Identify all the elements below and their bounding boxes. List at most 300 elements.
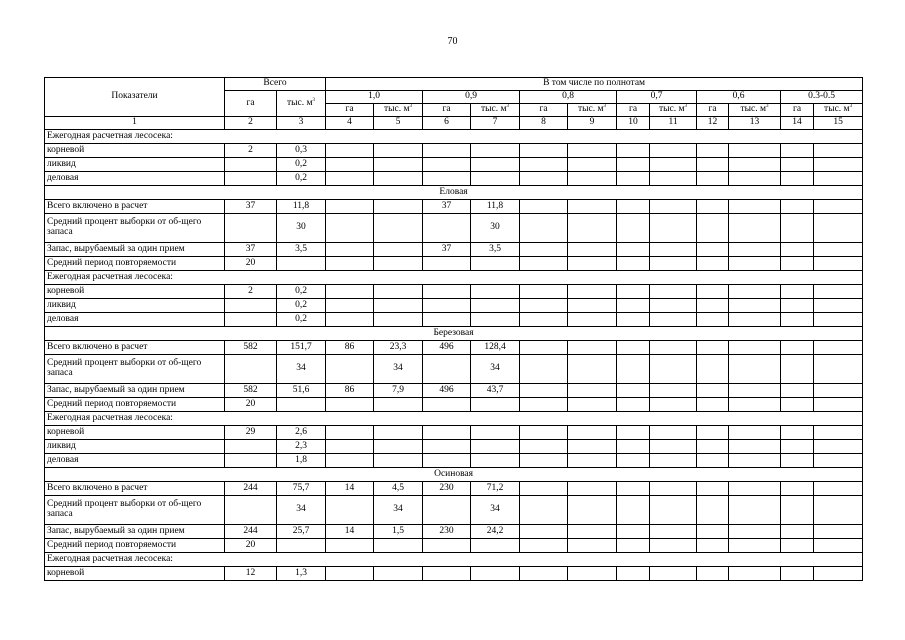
table-cell [277,257,326,271]
table-cell [814,454,863,468]
table-cell [423,398,471,412]
column-number: 4 [326,117,374,130]
table-cell [814,144,863,158]
table-cell: 0,2 [277,313,326,327]
table-cell [650,257,697,271]
table-cell [520,398,568,412]
table-cell [423,454,471,468]
table-cell [814,243,863,257]
table-cell [729,567,781,581]
row-label: Ежегодная расчетная лесосека: [45,130,863,144]
table-cell [697,158,729,172]
table-cell [697,454,729,468]
row-label: Средний период повторяемости [45,257,225,271]
table-cell [520,426,568,440]
table-cell [277,539,326,553]
table-cell [729,440,781,454]
row-label: корневой [45,144,225,158]
table-cell [617,398,650,412]
table-cell [650,440,697,454]
table-cell [225,299,277,313]
section-header-row [45,327,863,341]
table-cell [650,214,697,243]
table-cell [781,172,814,186]
table-cell [814,482,863,496]
table-cell [568,313,617,327]
table-cell: 34 [374,355,423,384]
table-cell [650,525,697,539]
table-row [45,496,863,525]
unit-superscript: 3 [312,97,316,103]
section-title: Березовая [45,327,863,341]
table-cell [471,539,520,553]
density-header: 0,9 [423,91,520,104]
table-row [45,313,863,327]
table-row [45,412,863,426]
table-cell: 25,7 [277,525,326,539]
row-label: ликвид [45,440,225,454]
table-cell: 12 [225,567,277,581]
table-cell [781,243,814,257]
table-cell: 0,2 [277,158,326,172]
table-cell [374,200,423,214]
row-label: Средний процент выборки от об-щего запаса [45,496,225,525]
table-cell [729,496,781,525]
table-cell [326,144,374,158]
table-cell [617,525,650,539]
unit-ha: га [697,104,729,117]
table-cell [697,567,729,581]
table-cell [374,214,423,243]
table-cell [781,200,814,214]
table-cell [568,454,617,468]
table-cell [225,214,277,243]
table-cell [326,567,374,581]
table-cell [650,355,697,384]
table-cell [650,454,697,468]
table-row [45,243,863,257]
table-cell [423,496,471,525]
unit-ha: га [326,104,374,117]
unit-ha: га [781,104,814,117]
table-cell [729,454,781,468]
table-cell [520,454,568,468]
table-cell [326,299,374,313]
table-cell [520,341,568,355]
section-title: Осиновая [45,468,863,482]
table-cell [814,426,863,440]
table-cell [650,285,697,299]
table-cell: 14 [326,525,374,539]
table-cell [814,341,863,355]
table-row [45,257,863,271]
table-cell [471,440,520,454]
row-label: Запас, вырубаемый за один прием [45,243,225,257]
table-cell [814,384,863,398]
row-label: деловая [45,172,225,186]
table-cell [568,172,617,186]
table-cell [781,454,814,468]
table-cell [326,454,374,468]
header-total: Всего [225,78,326,91]
table-cell [225,454,277,468]
unit-ha: га [520,104,568,117]
table-cell [617,158,650,172]
table-row [45,553,863,567]
column-number: 9 [568,117,617,130]
table-row [45,172,863,186]
header-indicators: Показатели [45,78,225,117]
table-cell [568,158,617,172]
table-cell [697,440,729,454]
table-cell [225,172,277,186]
table-cell [814,214,863,243]
table-cell [617,172,650,186]
table-cell: 37 [423,243,471,257]
table-cell [697,539,729,553]
table-cell: 86 [326,384,374,398]
table-cell [814,158,863,172]
table-cell [225,496,277,525]
table-cell [520,299,568,313]
table-cell [326,285,374,299]
table-row [45,299,863,313]
table-row [45,398,863,412]
table-cell: 29 [225,426,277,440]
unit-superscript: 3 [684,103,688,109]
table-row [45,384,863,398]
table-cell [650,482,697,496]
table-cell [697,341,729,355]
table-cell [326,398,374,412]
table-row [45,144,863,158]
row-label: ликвид [45,299,225,313]
table-cell [617,214,650,243]
row-label: Всего включено в расчет [45,482,225,496]
table-cell: 14 [326,482,374,496]
table-cell [374,299,423,313]
table-cell [729,384,781,398]
table-cell [729,243,781,257]
table-row [45,454,863,468]
table-cell [520,539,568,553]
table-cell [650,496,697,525]
table-cell [814,440,863,454]
table-cell [568,341,617,355]
density-header: 1,0 [326,91,423,104]
table-cell: 244 [225,482,277,496]
row-label: Запас, вырубаемый за один прием [45,384,225,398]
table-cell [374,158,423,172]
unit-superscript: 3 [849,103,853,109]
unit-ha: га [423,104,471,117]
table-cell [697,496,729,525]
table-cell [650,398,697,412]
table-cell [374,567,423,581]
table-cell [471,172,520,186]
table-cell [568,398,617,412]
table-row [45,567,863,581]
table-cell [729,285,781,299]
table-cell [471,285,520,299]
forest-table [44,77,863,581]
table-cell [568,440,617,454]
column-number: 8 [520,117,568,130]
table-cell [781,285,814,299]
table-cell: 230 [423,525,471,539]
unit-superscript: 3 [506,103,510,109]
density-header: 0,6 [697,91,781,104]
table-cell: 30 [277,214,326,243]
table-cell [814,257,863,271]
table-cell [471,299,520,313]
table-cell [568,299,617,313]
table-cell [568,214,617,243]
table-cell [814,313,863,327]
table-cell [568,144,617,158]
table-cell [520,384,568,398]
table-cell: 3,5 [277,243,326,257]
table-cell [520,440,568,454]
table-cell [650,426,697,440]
table-cell: 0,2 [277,285,326,299]
table-cell [423,214,471,243]
table-cell: 75,7 [277,482,326,496]
table-cell: 34 [471,496,520,525]
table-cell [697,285,729,299]
table-row [45,539,863,553]
table-cell [781,214,814,243]
unit-superscript: 3 [766,103,769,109]
table-cell [729,525,781,539]
row-label: Средний процент выборки от об-щего запаса [45,355,225,384]
table-cell [423,158,471,172]
table-cell: 244 [225,525,277,539]
table-cell [520,285,568,299]
table-cell [568,355,617,384]
table-cell [225,313,277,327]
table-cell [568,243,617,257]
table-cell [650,158,697,172]
table-cell [650,172,697,186]
header-total-ha: га [225,91,277,117]
table-cell: 2 [225,285,277,299]
table-cell [814,299,863,313]
table-cell [650,144,697,158]
table-cell: 51,6 [277,384,326,398]
table-cell: 37 [225,200,277,214]
table-cell [471,454,520,468]
table-cell [326,440,374,454]
table-cell [326,214,374,243]
table-cell [423,539,471,553]
table-cell [568,257,617,271]
table-cell [781,398,814,412]
table-cell [617,440,650,454]
table-cell [697,172,729,186]
table-cell [814,496,863,525]
table-cell [326,158,374,172]
table-cell [697,398,729,412]
table-cell: 34 [277,355,326,384]
table-cell [814,398,863,412]
unit-ha: га [617,104,650,117]
table-cell [617,426,650,440]
table-cell [326,243,374,257]
section-title: Еловая [45,186,863,200]
table-cell [471,398,520,412]
table-cell [568,567,617,581]
table-cell [568,539,617,553]
table-cell [617,384,650,398]
table-cell [423,567,471,581]
table-cell: 37 [225,243,277,257]
table-cell [520,567,568,581]
table-cell [781,257,814,271]
table-cell: 24,2 [471,525,520,539]
table-cell [781,299,814,313]
table-cell [471,426,520,440]
table-cell [617,299,650,313]
table-row [45,341,863,355]
row-label: Средний период повторяемости [45,539,225,553]
row-label: деловая [45,454,225,468]
table-row [45,214,863,243]
table-row [45,271,863,285]
table-cell [781,158,814,172]
table-cell [520,313,568,327]
table-cell [729,482,781,496]
unit-m3: тыс. $м^3$ [650,104,697,117]
table-cell [650,567,697,581]
table-cell [520,257,568,271]
table-cell [781,384,814,398]
table-cell: 30 [471,214,520,243]
table-cell [617,144,650,158]
section-header-row [45,186,863,200]
table-row [45,482,863,496]
column-number: 12 [697,117,729,130]
table-cell [568,200,617,214]
column-number: 6 [423,117,471,130]
table-cell [781,341,814,355]
density-header: 0.3-0.5 [781,91,863,104]
unit-m3: тыс. $м^3$ [814,104,863,117]
table-cell [326,496,374,525]
table-cell [729,144,781,158]
table-cell [697,299,729,313]
table-cell [781,525,814,539]
table-cell [520,243,568,257]
column-number: 7 [471,117,520,130]
table-cell: 37 [423,200,471,214]
table-cell [374,440,423,454]
table-cell: 582 [225,384,277,398]
table-cell [374,257,423,271]
row-label: Всего включено в расчет [45,200,225,214]
table-cell: 20 [225,539,277,553]
table-cell: 582 [225,341,277,355]
unit-m3: тыс. $м^3$ [729,104,781,117]
section-header-row [45,468,863,482]
table-cell [781,426,814,440]
table-cell [617,482,650,496]
table-cell [781,482,814,496]
table-cell [781,539,814,553]
table-cell [374,539,423,553]
table-cell [729,299,781,313]
table-cell [326,539,374,553]
density-header: 0,8 [520,91,617,104]
row-label: Запас, вырубаемый за один прием [45,525,225,539]
table-cell [617,567,650,581]
row-label: корневой [45,426,225,440]
table-cell [568,285,617,299]
table-cell [814,539,863,553]
unit-m3: тыс. $м^3$ [471,104,520,117]
table-cell [520,214,568,243]
table-cell [697,214,729,243]
table-cell [225,440,277,454]
table-cell [520,482,568,496]
table-cell [471,257,520,271]
table-cell [697,384,729,398]
table-cell: 1,3 [277,567,326,581]
table-cell [697,257,729,271]
table-cell [520,144,568,158]
row-label: Средний период повторяемости [45,398,225,412]
table-cell [814,285,863,299]
table-cell: 0,2 [277,172,326,186]
table-cell [617,257,650,271]
table-cell [423,313,471,327]
density-header: 0,7 [617,91,697,104]
table-cell [326,172,374,186]
table-cell [650,243,697,257]
table-cell: 71,2 [471,482,520,496]
table-cell [423,285,471,299]
table-cell [568,482,617,496]
header-including: В том числе по полнотам [326,78,863,91]
table-cell [520,158,568,172]
table-cell: 11,8 [277,200,326,214]
table-cell [729,539,781,553]
table-cell [781,313,814,327]
table-cell [697,482,729,496]
table-cell [568,384,617,398]
table-cell: 7,9 [374,384,423,398]
table-cell [781,496,814,525]
table-cell [471,158,520,172]
table-cell [729,355,781,384]
page-number: 70 [447,36,458,47]
table-row [45,440,863,454]
table-cell [617,200,650,214]
table-cell [326,200,374,214]
column-number: 11 [650,117,697,130]
table-cell: 20 [225,398,277,412]
table-cell [697,243,729,257]
table-row [45,130,863,144]
table-cell [326,257,374,271]
table-cell: 1,5 [374,525,423,539]
table-cell [423,172,471,186]
table-row [45,158,863,172]
row-label: Ежегодная расчетная лесосека: [45,271,863,285]
table-cell [814,567,863,581]
table-cell [814,200,863,214]
table-cell [697,313,729,327]
